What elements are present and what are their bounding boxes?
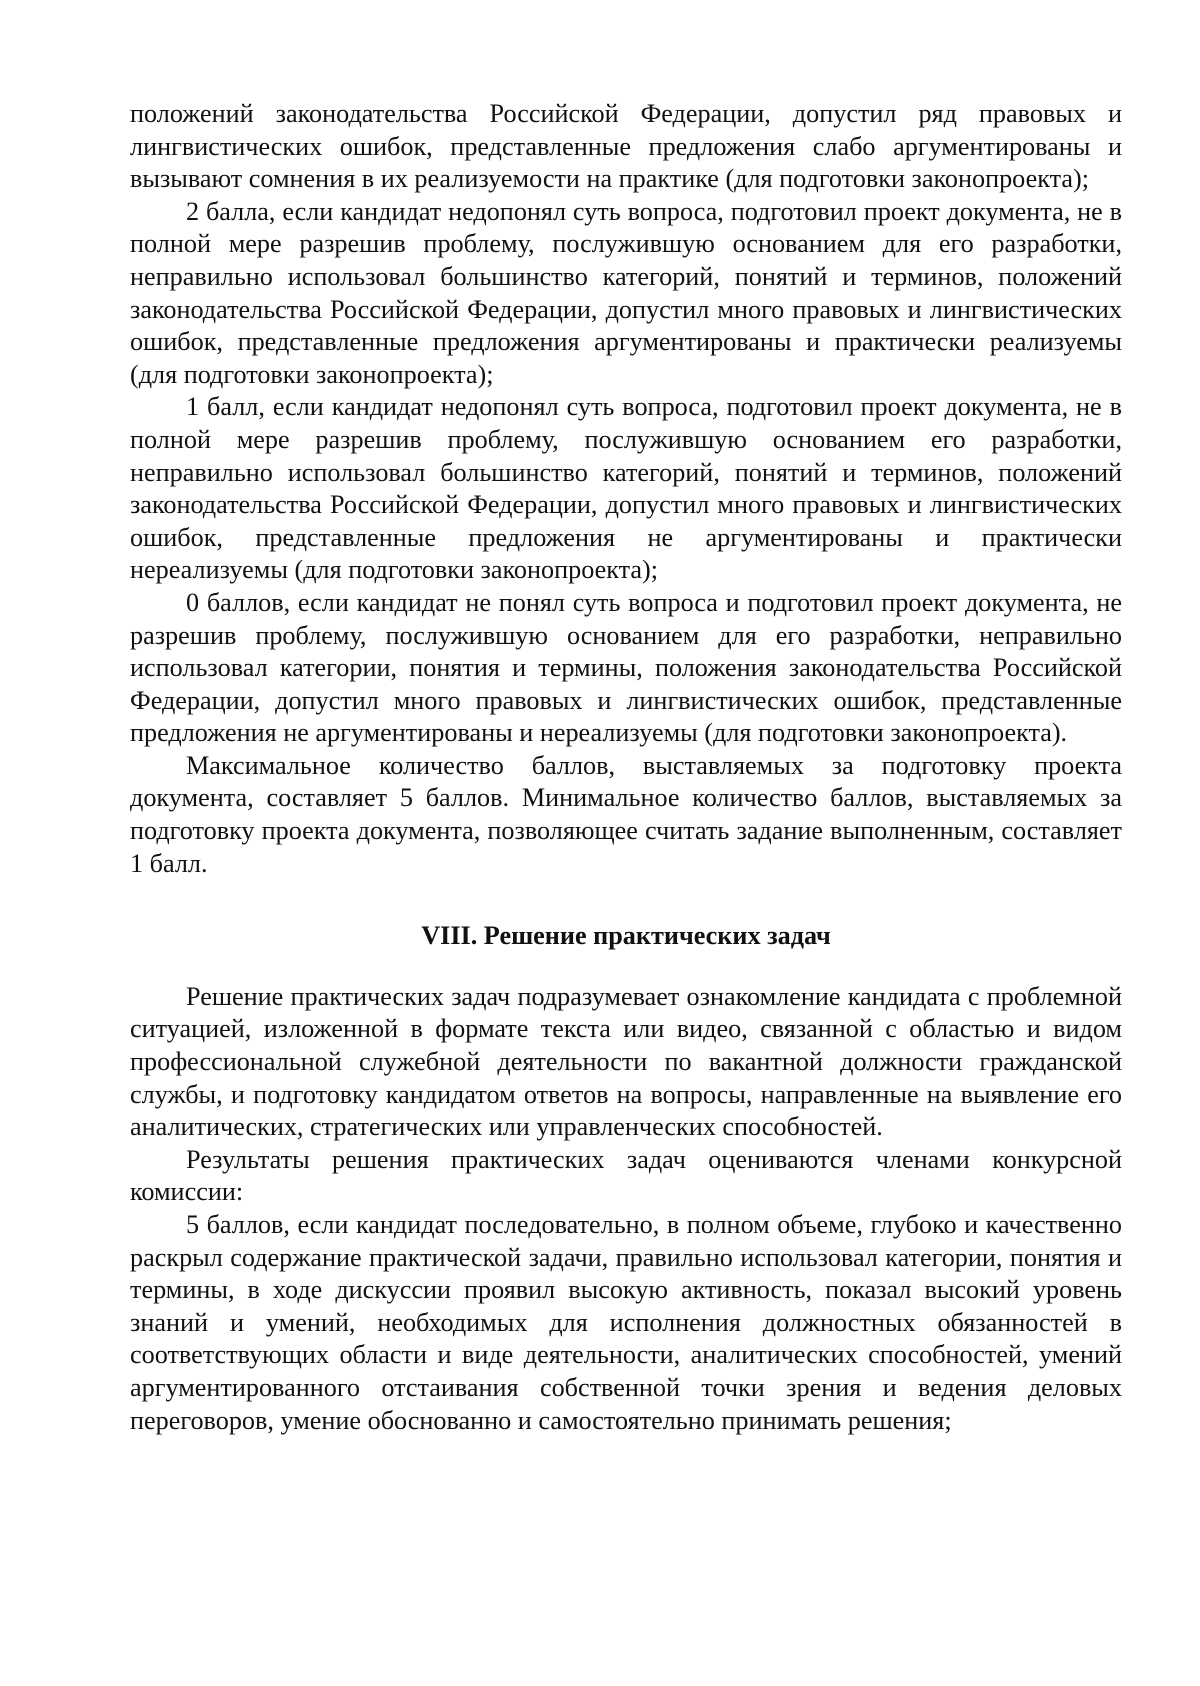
paragraph-continuation: положений законодательства Российской Федерации, допустил ряд правовых и лингвистических ошибок, представленные предложения слабо аргументированы и вызывают сомнения в их реализуемости на практике (для подготовки законопроекта); — [130, 99, 1122, 194]
document-page — [130, 98, 1122, 1437]
paragraph-0-points: 0 баллов, если кандидат не понял суть вопроса и подготовил проект документа, не разрешив проблему, послужившую основанием для его разработки, неправильно использовал категории, понятия и термины, положения законодательства Российской Федерации, допустил много правовых и лингвистических ошибок, представленные предложения не аргументированы и нереализуемы (для подготовки законопроекта). — [130, 587, 1122, 748]
paragraph-max-score: Максимальное количество баллов, выставляемых за подготовку проекта документа, составляет 5 баллов. Минимальное количество баллов, выставляемых за подготовку проекта документа, позволяющее считать задание выполненным, составляет 1 балл. — [130, 750, 1122, 878]
paragraph-results-evaluation: Результаты решения практических задач оцениваются членами конкурсной комиссии: — [130, 1144, 1122, 1207]
paragraph-practical-tasks-description: Решение практических задач подразумевает ознакомление кандидата с проблемной ситуацией, изложенной в формате текста или видео, связанной с областью и видом профессиональной служебной деятельности по вакантной должности гражданской службы, и подготовку кандидатом ответов на вопросы, направленные на выявление его аналитических, стратегических или управленческих способностей. — [130, 981, 1122, 1142]
section-heading: VIII. Решение практических задач — [421, 921, 831, 951]
paragraph-2-points: 2 балла, если кандидат недопонял суть вопроса, подготовил проект документа, не в полной мере разрешив проблему, послужившую основанием для его разработки, неправильно использовал большинство категорий, понятий и терминов, положений законодательства Российской Федерации, допустил много правовых и лингвистических ошибок, представленные предложения аргументированы и практически реализуемы (для подготовки законопроекта); — [130, 196, 1122, 389]
paragraph-1-point: 1 балл, если кандидат недопонял суть вопроса, подготовил проект документа, не в полной мере разрешив проблему, послужившую основанием его разработки, неправильно использовал большинство категорий, понятий и терминов, положений законодательства Российской Федерации, допустил много правовых и лингвистических ошибок, представленные предложения не аргументированы и практически нереализуемы (для подготовки законопроекта); — [130, 392, 1122, 585]
paragraph-5-points: 5 баллов, если кандидат последовательно, в полном объеме, глубоко и качественно раскрыл содержание практической задачи, правильно использовал категории, понятия и термины, в ходе дискуссии проявил высокую активность, показал высокий уровень знаний и умений, необходимых для исполнения должностных обязанностей в соответствующих области и виде деятельности, аналитических способностей, умений аргументированного отстаивания собственной точки зрения и ведения деловых переговоров, умение обоснованно и самостоятельно принимать решения; — [130, 1210, 1122, 1435]
